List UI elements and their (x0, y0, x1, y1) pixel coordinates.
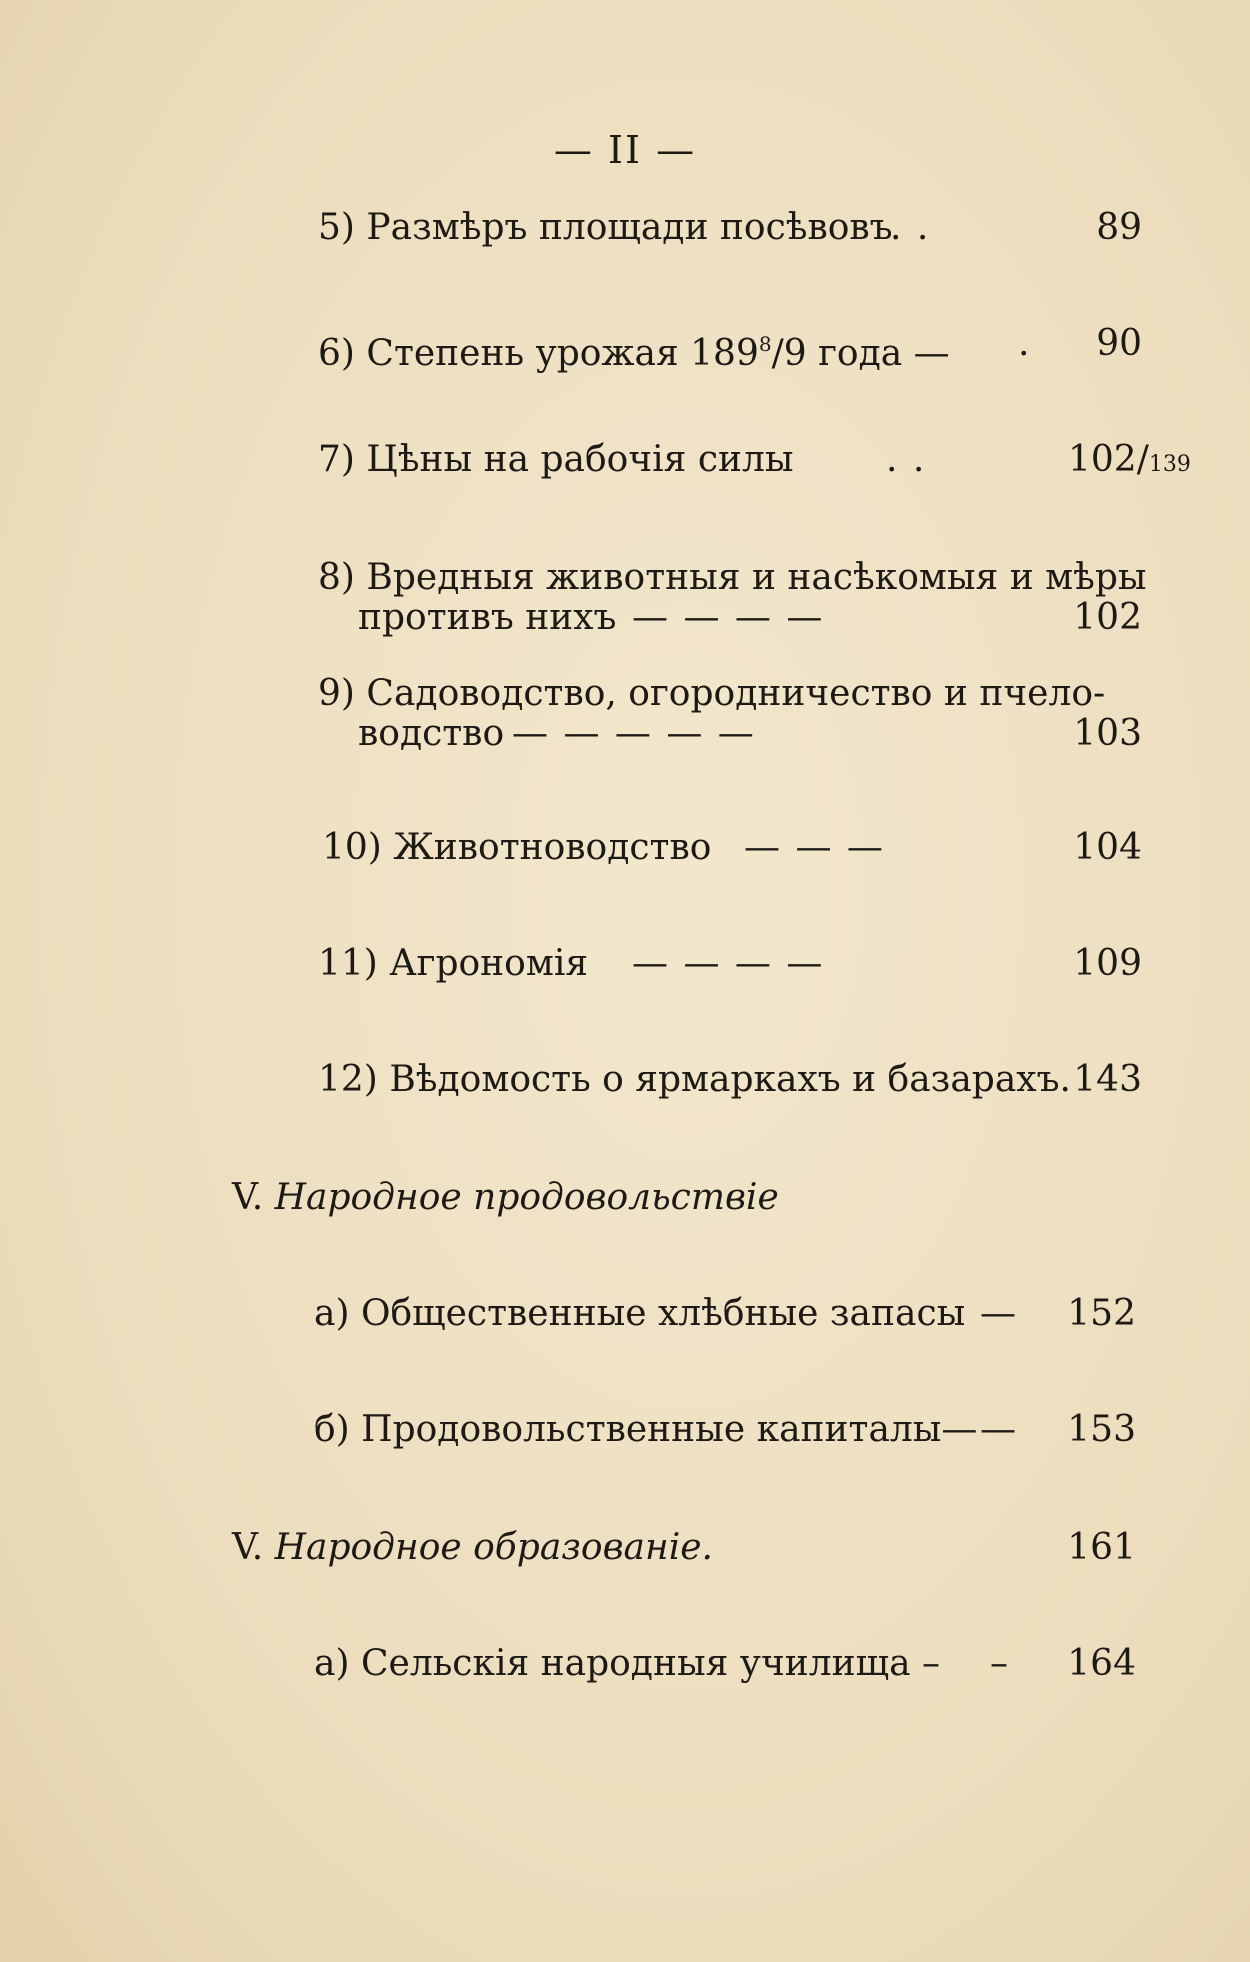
entry-text: Степень урожая 189 (366, 333, 759, 374)
entry-page: 143 (1073, 1059, 1142, 1100)
entry-filler: . . (890, 207, 931, 248)
entry-text: Размѣръ площади посѣвовъ (366, 207, 893, 248)
entry-filler: — — — (744, 827, 885, 868)
entry-page: 103 (1073, 713, 1142, 754)
entry-text: Вѣдомость о ярмаркахъ и базарахъ. (389, 1059, 1071, 1100)
section-numeral: V. (232, 1527, 264, 1568)
entry-number: 6) (318, 333, 355, 374)
subentry-text: Общественные хлѣбные запасы (360, 1293, 966, 1334)
entry-filler: — (980, 1293, 1016, 1334)
toc-entry-11 (318, 942, 588, 986)
subentry-text: Сельскія народныя училища – (360, 1643, 940, 1684)
section-title: Народное продовольствіе (274, 1177, 779, 1218)
entry-number: 12) (318, 1059, 378, 1100)
section-numeral: V. (232, 1177, 264, 1218)
entry-number: 10) (322, 827, 382, 868)
entry-text: Животноводство (393, 827, 712, 868)
toc-subentry-b (314, 1408, 977, 1452)
entry-filler: — — — — (632, 943, 825, 984)
entry-filler: . (1018, 323, 1030, 364)
entry-page: 102 (1073, 597, 1142, 638)
section-title: Народное образованіе. (274, 1527, 713, 1568)
entry-page: 109 (1073, 943, 1142, 984)
section-heading-education (232, 1526, 713, 1570)
entry-page-small: 139 (1148, 452, 1191, 477)
entry-page: 161 (1067, 1527, 1136, 1568)
entry-text-line2: противъ нихъ (358, 597, 617, 638)
page-header-number: — II — (553, 128, 697, 172)
entry-filler: – (990, 1643, 1008, 1684)
entry-page: 164 (1067, 1643, 1136, 1684)
entry-page: 152 (1067, 1293, 1136, 1334)
toc-subentry-a (314, 1292, 965, 1336)
entry-number: 11) (318, 943, 378, 984)
toc-entry-7 (318, 438, 794, 482)
toc-entry-9 (318, 672, 1105, 716)
subentry-letter: а) (314, 1643, 350, 1684)
toc-entry-10 (322, 826, 711, 870)
toc-subentry-a-education (314, 1642, 940, 1686)
subentry-text: Продовольственные капиталы— (361, 1409, 978, 1450)
entry-text: Садоводство, огородничество и пчело- (366, 673, 1106, 714)
toc-entry-12 (318, 1058, 1071, 1102)
entry-text: Вредныя животныя и насѣкомыя и мѣры (366, 557, 1147, 598)
entry-page: 90 (1096, 323, 1142, 364)
entry-filler: — — — — — (512, 713, 756, 754)
entry-filler: — — — — (632, 597, 825, 638)
entry-text: Цѣны на рабочія силы (366, 439, 794, 480)
entry-page-main: 102/ (1068, 439, 1149, 480)
entry-text-line2: водство (358, 713, 505, 754)
toc-entry-5 (318, 206, 893, 250)
subentry-letter: а) (314, 1293, 350, 1334)
entry-superscript: 8 (758, 332, 772, 356)
entry-page: 89 (1096, 207, 1142, 248)
entry-page: 153 (1067, 1409, 1136, 1450)
entry-filler: — (980, 1409, 1016, 1450)
entry-page (1068, 438, 1191, 487)
entry-text-rest: /9 года — (771, 333, 950, 374)
entry-filler: . . (886, 439, 927, 480)
subentry-letter: б) (314, 1409, 350, 1450)
entry-number: 7) (318, 439, 355, 480)
entry-text: Агрономія (389, 943, 589, 984)
entry-number: 5) (318, 207, 355, 248)
entry-page: 104 (1073, 827, 1142, 868)
toc-entry-8 (318, 556, 1147, 600)
entry-number: 9) (318, 673, 355, 714)
entry-number: 8) (318, 557, 355, 598)
toc-entry-6 (318, 322, 950, 376)
section-heading-provisions (232, 1176, 779, 1220)
